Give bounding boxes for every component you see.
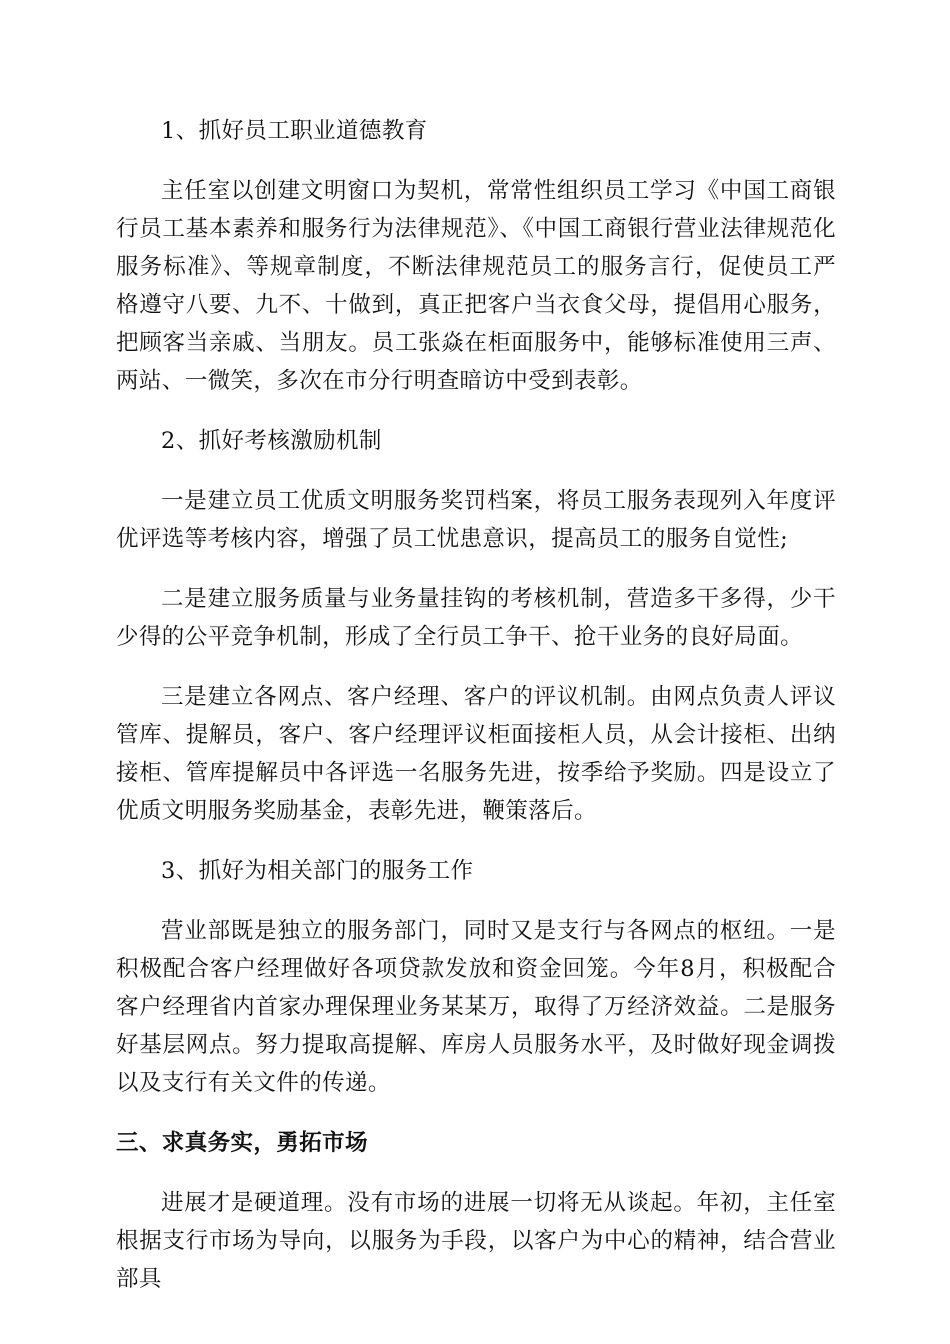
subheading-2: 2、抓好考核激励机制 [161,428,382,454]
paragraph-4: 三是建立各网点、客户经理、客户的评议机制。由网点负责人评议管库、提解员，客户、客户经理评议柜面接柜人员，从会计接柜、出纳接柜、管库提解员中各评选一名服务先进，按季给予奖励。四是设立了优质文明服务奖励基金，表彰先进，鞭策落后。 [116,684,836,824]
paragraph-5: 营业部既是独立的服务部门，同时又是支行与各网点的枢纽。一是积极配合客户经理做好各项贷款发放和资金回笼。今年8月，积极配合客户经理省内首家办理保理业务某某万，取得了万经济效益。二是服务好基层网点。努力提取高提解、库房人员服务水平，及时做好现金调拨以及支行有关文件的传递。 [116,918,836,1096]
section-heading: 三、求真务实，勇拓市场 [116,1130,368,1156]
subheading-3: 3、抓好为相关部门的服务工作 [161,858,474,884]
document-body [116,112,836,1298]
paragraph-2: 一是建立员工优质文明服务奖罚档案，将员工服务表现列入年度评优评选等考核内容，增强了员工忧患意识，提高员工的服务自觉性; [116,488,836,552]
subheading-1: 1、抓好员工职业道德教育 [161,118,428,144]
paragraph-1: 主任室以创建文明窗口为契机，常常性组织员工学习《中国工商银行员工基本素养和服务行为法律规范》、《中国工商银行营业法律规范化服务标准》、等规章制度，不断法律规范员工的服务言行，促使员工严格遵守八要、九不、十做到，真正把客户当衣食父母，提倡用心服务，把顾客当亲戚、当朋友。员工张焱在柜面服务中，能够标准使用三声、两站、一微笑，多次在市分行明查暗访中受到表彰。 [116,178,836,394]
paragraph-6: 进展才是硬道理。没有市场的进展一切将无从谈起。年初，主任室根据支行市场为导向，以服务为手段，以客户为中心的精神，结合营业部具 [116,1190,836,1292]
paragraph-3: 二是建立服务质量与业务量挂钩的考核机制，营造多干多得，少干少得的公平竞争机制，形成了全行员工争干、抢干业务的良好局面。 [116,586,836,650]
